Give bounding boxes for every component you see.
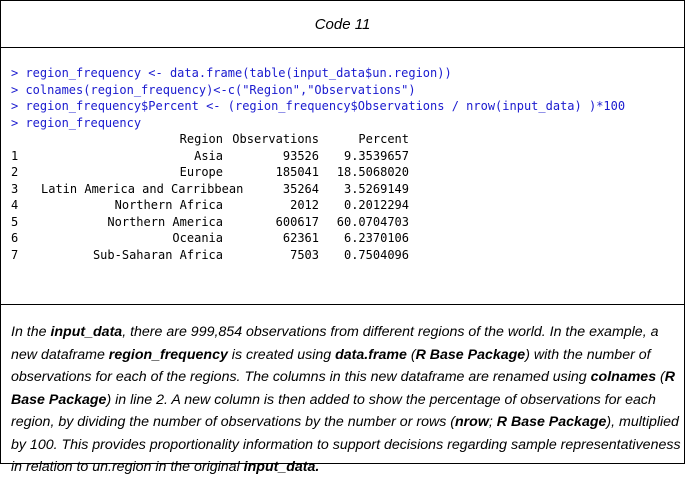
row-observations: 35264: [282, 181, 319, 196]
row-index: 1: [11, 148, 19, 163]
row-index: 4: [11, 198, 19, 212]
row-region: Northern Africa: [114, 198, 223, 212]
caption-code-term: input_data: [50, 324, 123, 340]
r-console: [1, 48, 684, 305]
header-region: Region: [179, 132, 223, 146]
row-index: 7: [11, 247, 19, 262]
caption-package-term: R Base Package: [415, 346, 526, 363]
console-command: > region_frequency: [11, 115, 142, 130]
caption-text: ) in line 2. A new column is then added to show the percentage of observations for each region, by dividing the number of observations by the number or rows (: [11, 391, 656, 430]
row-region: Sub-Saharan Africa: [92, 247, 223, 262]
table-row: [11, 230, 625, 247]
console-command: > region_frequency <- data.frame(table(input_data$un.region)): [11, 66, 452, 80]
caption-text: , there are 999,854 observations from different regions of the world. In the example, a new dataframe: [11, 324, 659, 363]
caption-text: In the: [11, 324, 51, 340]
figure-title: Code 11: [1, 1, 684, 48]
row-index: 6: [11, 231, 19, 245]
header-observations: Observations: [232, 132, 319, 146]
row-observations: 2012: [290, 198, 319, 212]
row-index: 2: [11, 165, 19, 179]
row-observations: 62361: [282, 231, 319, 245]
table-row: [11, 164, 625, 181]
figure-caption: [11, 321, 681, 479]
row-percent: 6.2370106: [343, 231, 409, 245]
row-percent: 60.0704703: [336, 214, 409, 229]
caption-text: ;: [488, 414, 497, 430]
caption-text: (: [406, 346, 416, 363]
table-row: [11, 197, 625, 214]
row-percent: 18.5068020: [336, 165, 409, 179]
row-percent: 0.2012294: [343, 198, 409, 212]
row-region: Northern America: [107, 214, 223, 229]
caption-code-term: input_data.: [243, 459, 320, 475]
table-header-row: [11, 131, 625, 148]
row-region: Latin America and Carribbean: [41, 181, 244, 196]
console-command: > region_frequency$Percent <- (region_frequency$Observations / nrow(input_data) )*100: [11, 99, 626, 113]
row-observations: 185041: [275, 165, 319, 179]
row-index: 3: [11, 181, 19, 196]
row-percent: 0.7504096: [343, 247, 409, 262]
table-row: [11, 247, 625, 264]
caption-text: ) with the number of observations for each of the regions. The columns in this new dataframe are renamed using: [11, 346, 651, 385]
caption-code-term: data.frame: [335, 346, 407, 363]
table-row: [11, 148, 625, 165]
row-region: Oceania: [172, 231, 223, 245]
row-index: 5: [11, 214, 19, 229]
row-percent: 9.3539657: [343, 148, 409, 163]
caption-text: ), multiplied by 100. This provides proportionality information to support decisions regarding sample representativeness in relation to un.region in the original: [11, 414, 681, 475]
console-command: > colnames(region_frequency)<-c("Region","Observations"): [11, 82, 416, 97]
caption-text: is created using: [227, 346, 336, 363]
caption-code-term: region_frequency: [108, 346, 228, 363]
row-observations: 7503: [290, 247, 319, 262]
caption-package-term: R Base Package: [496, 414, 607, 430]
row-observations: 93526: [282, 148, 319, 163]
row-region: Europe: [179, 165, 223, 179]
console-content: [11, 65, 625, 263]
caption-text: (: [656, 369, 665, 385]
caption-code-term: colnames: [590, 369, 657, 385]
table-row: [11, 214, 625, 231]
caption-package-term: R Base Package: [11, 369, 676, 408]
row-percent: 3.5269149: [343, 181, 409, 196]
row-region: Asia: [194, 148, 223, 163]
caption-code-term: nrow: [454, 414, 489, 430]
header-percent: Percent: [358, 132, 409, 146]
row-observations: 600617: [275, 214, 319, 229]
table-row: [11, 181, 625, 198]
